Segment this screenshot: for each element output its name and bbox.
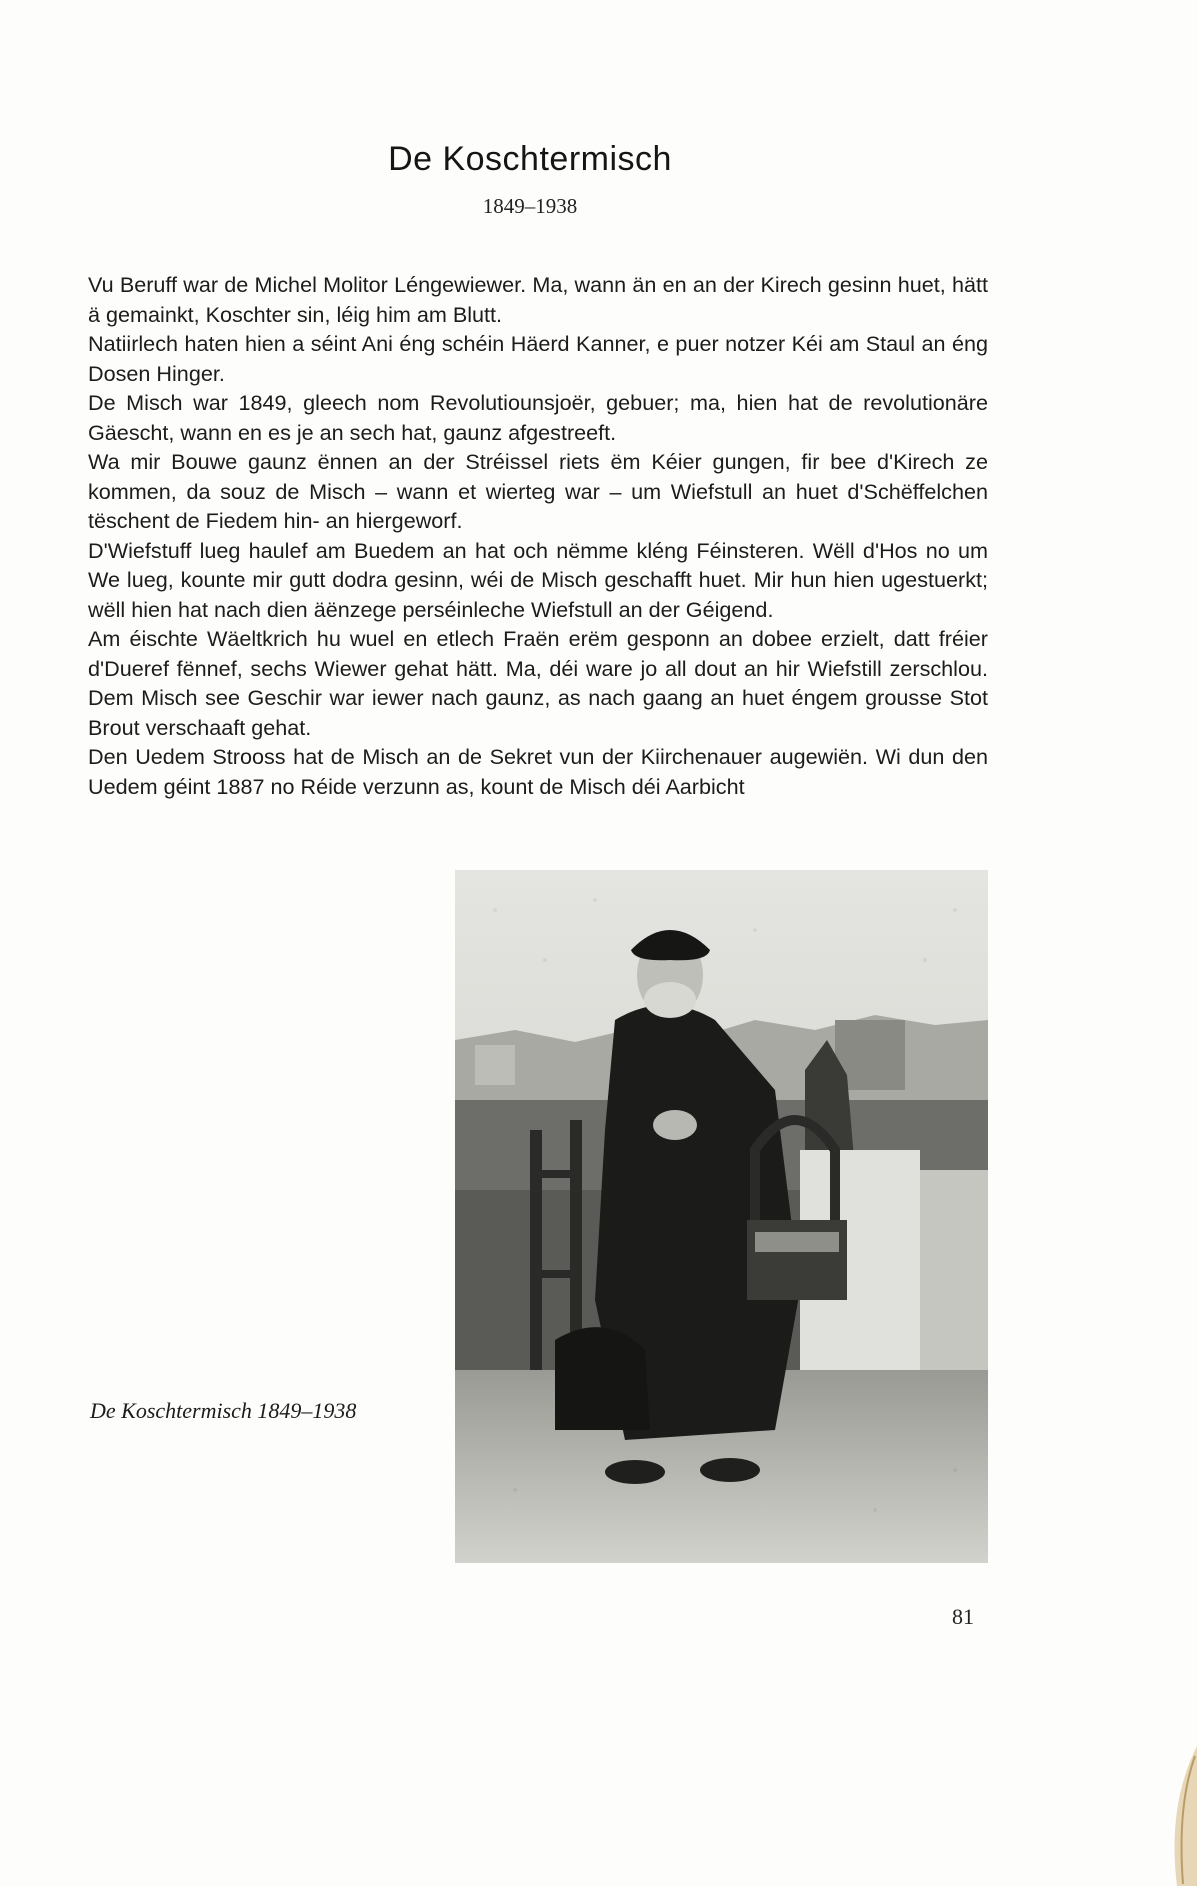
- photo-caption: De Koschtermisch 1849–1938: [90, 1398, 357, 1423]
- paragraph-2: Natiirlech haten hien a séint Ani éng schéin Häerd Kanner, e puer notzer Kéi am Staul an éng Dosen Hinger.: [88, 331, 988, 386]
- article-body: [88, 270, 988, 801]
- paragraph-7: Den Uedem Strooss hat de Misch an de Sekret vun der Kiirchenauer augewiën. Wi dun den Uedem géint 1887 no Réide verzunn as, kount de Misch déi Aarbicht: [88, 744, 988, 799]
- page-number: 81: [952, 1604, 974, 1629]
- page-title: De Koschtermisch: [388, 140, 672, 178]
- paragraph-5: D'Wiefstuff lueg haulef am Buedem an hat och nëmme kléng Féinsteren. Wëll d'Hos no um We lueg, kounte mir gutt dodra gesinn, wéi de Misch geschafft huet. Mir hun hien ugestuerkt; wëll hien hat nach dien äënzege perséinleche Wiefstull an der Géigend.: [88, 537, 988, 622]
- paragraph-1: Vu Beruff war de Michel Molitor Léngewiewer. Ma, wann än en an der Kirech gesinn huet, hätt ä gemainkt, Koschter sin, léig him am Blutt.: [88, 272, 988, 327]
- portrait-photo: [455, 870, 988, 1563]
- page-corner-curl: [1107, 1746, 1197, 1886]
- paragraph-4: Wa mir Bouwe gaunz ënnen an der Stréissel riets ëm Kéier gungen, fir bee d'Kirech ze kommen, da souz de Misch – wann et wierteg war – um Wiefstull an huet d'Schëffelchen tëschent de Fiedem hin- an hiergeworf.: [88, 449, 988, 533]
- page-subtitle-years: 1849–1938: [482, 194, 578, 218]
- paragraph-6: Am éischte Wäeltkrich hu wuel en etlech Fraën erëm gesponn an dobee erzielt, datt fréier d'Dueref fënnef, sechs Wiewer gehat hätt. Ma, déi ware jo all dout an hir Wiefstill zerschlou. Dem Misch see Geschir war iewer nach gaunz, as nach gaang an huet éngem grousse Stot Brout verschaaft gehat.: [88, 626, 988, 740]
- paragraph-3: De Misch war 1849, gleech nom Revolutiounsjoër, gebuer; ma, hien hat de revolutionäre Gäescht, wann en es je an sech hat, gaunz afgestreeft.: [88, 390, 988, 445]
